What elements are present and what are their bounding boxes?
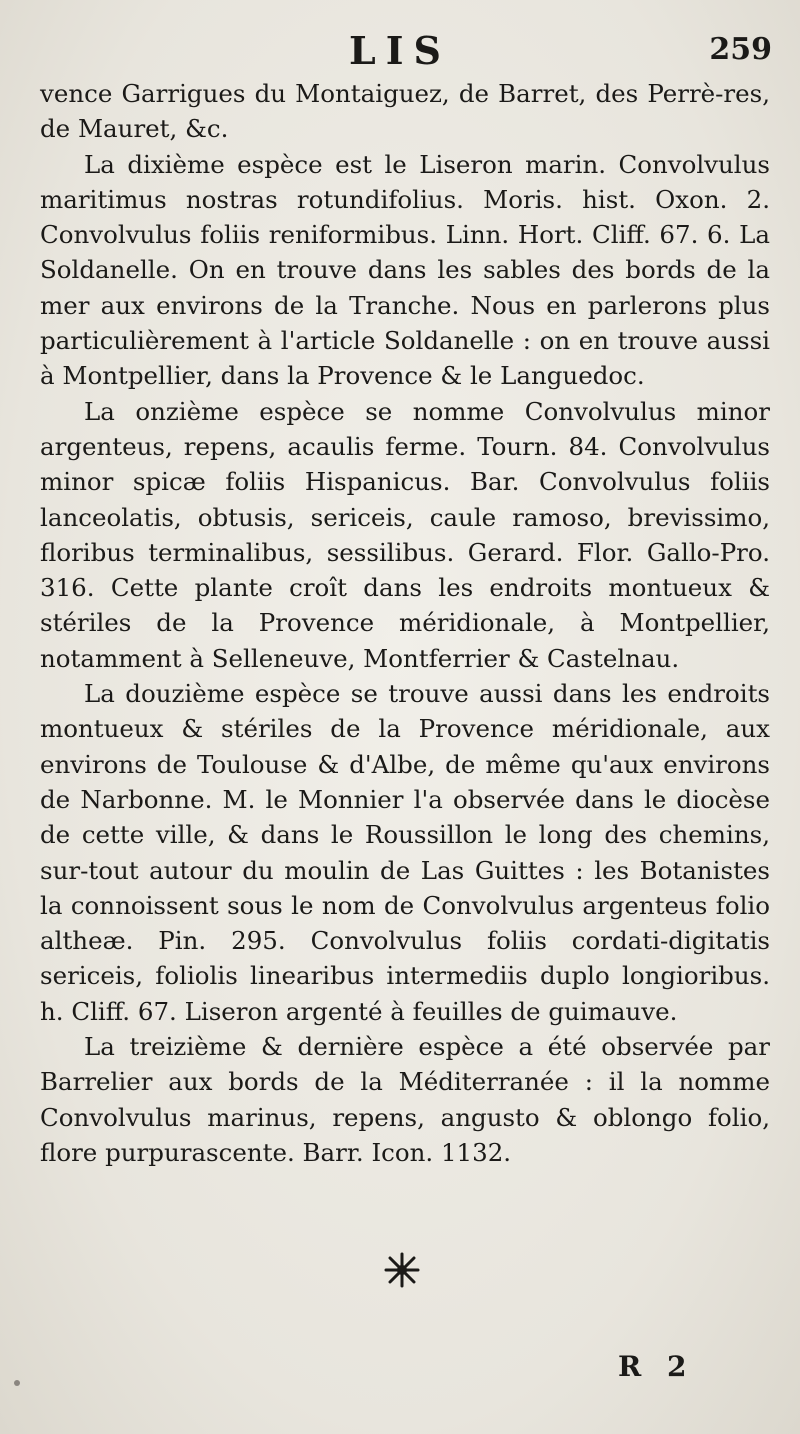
page-speck: [14, 1380, 20, 1386]
star-flourish-icon: [382, 1250, 422, 1290]
paragraph-thirteenth-species: La treizième & dernière espèce a été observée par Barrelier aux bords de la Méditerranée : il la nomme Convolvulus marinus, repens, angusto & oblongo folio, flore purpurascente. Barr. Icon. 1132.: [40, 1032, 770, 1167]
signature-mark: R 2: [618, 1350, 695, 1383]
paragraph-eleventh-species: La onzième espèce se nomme Convolvulus minor argenteus, repens, acaulis ferme. Tourn. 84. Convolvulus minor spicæ foliis Hispanicus. Bar. Convolvulus foliis lanceolatis, obtusis, sericeis, caule ramoso, brevissimo, floribus terminalibus, sessilibus. Gerard. Flor. Gallo-Pro. 316. Cette plante croît dans les endroits montueux & stériles de la Provence méridionale, à Montpellier, notamment à Selleneuve, Montferrier & Castelnau.: [40, 396, 770, 673]
running-head: LIS: [349, 28, 451, 73]
paragraph-twelfth-species: La douzième espèce se trouve aussi dans les endroits montueux & stériles de la Provence méridionale, aux environs de Toulouse & d'Albe, de même qu'aux environs de Narbonne. M. le Monnier l'a observée dans le diocèse de cette ville, & dans le Roussillon le long des chemins, sur-tout autour du moulin de Las Guittes : les Botanistes la connoissent sous le nom de Convolvulus argenteus folio altheæ. Pin. 295. Convolvulus foliis cordati-digitatis sericeis, foliolis linearibus intermediis duplo longioribus. h. Cliff. 67. Liseron argenté à feuilles de guimauve.: [40, 679, 770, 1026]
page-header: [0, 22, 800, 73]
paragraph-tenth-species: La dixième espèce est le Liseron marin. Convolvulus maritimus nostras rotundifolius. Moris. hist. Oxon. 2. Convolvulus foliis reniformibus. Linn. Hort. Cliff. 67. 6. La Soldanelle. On en trouve dans les sables des bords de la mer aux environs de la Tranche. Nous en parlerons plus particulièrement à l'article Soldanelle : on en trouve aussi à Montpellier, dans la Provence & le Languedoc.: [40, 149, 770, 391]
body-text: [40, 76, 770, 1170]
page-number: 259: [709, 32, 772, 67]
paragraph-continuation: vence Garrigues du Montaiguez, de Barret, des Perrè-res, de Mauret, &c.: [40, 79, 770, 144]
